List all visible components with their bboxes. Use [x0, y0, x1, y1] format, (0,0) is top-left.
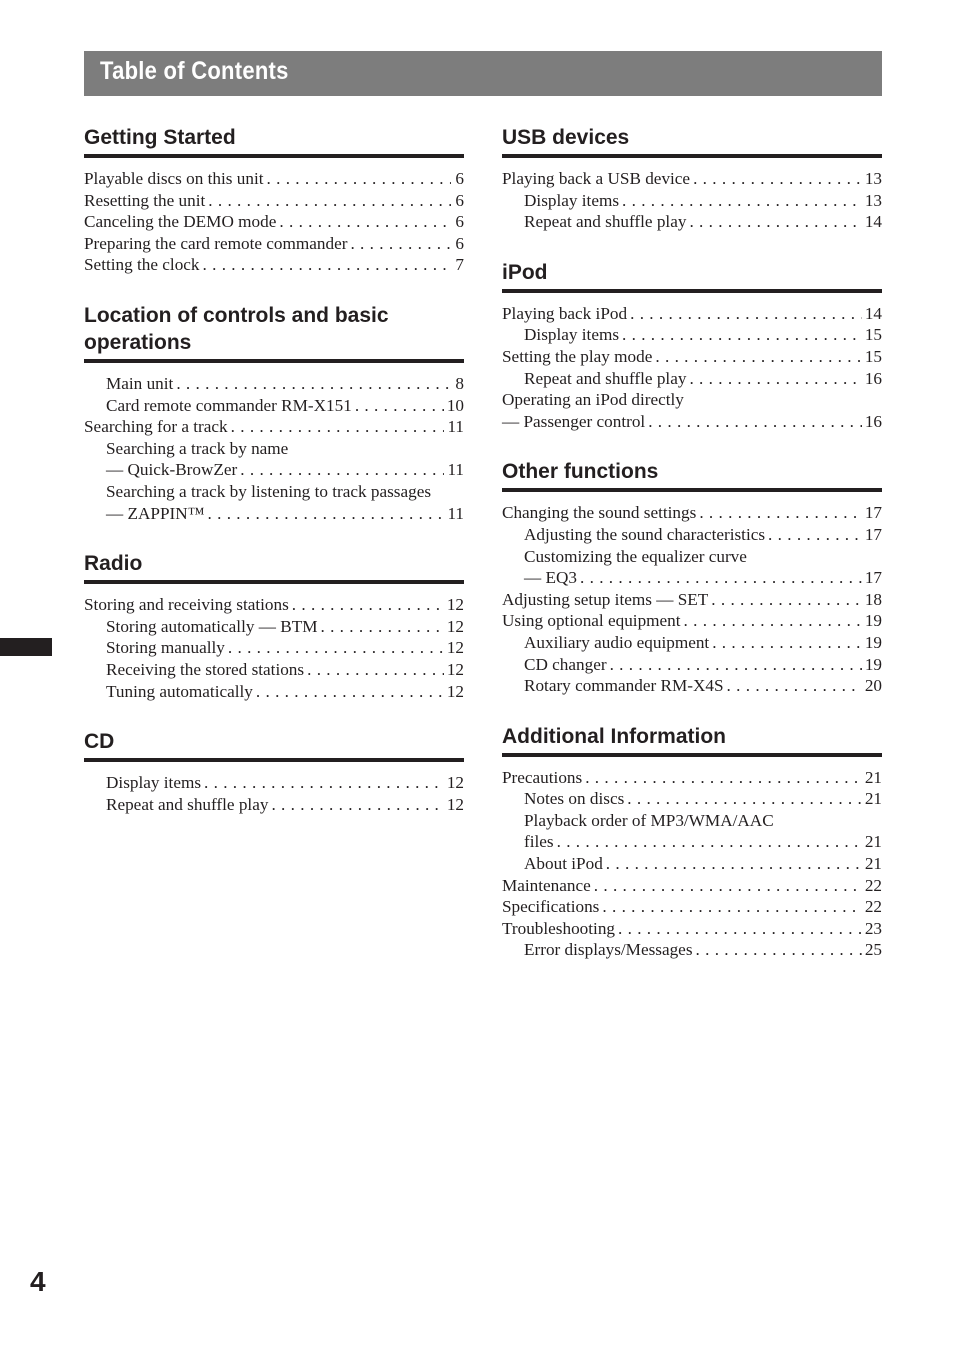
- toc-entry-label: Specifications: [502, 897, 600, 917]
- toc-entry-page: 17: [864, 524, 882, 544]
- toc-section-radio: [84, 550, 464, 702]
- dot-leader: [606, 853, 862, 875]
- toc-entry-list: [502, 767, 882, 961]
- page-title: Table of Contents: [100, 57, 289, 85]
- toc-entry-label: Precautions: [502, 767, 583, 787]
- toc-entry-label: Display items: [524, 325, 620, 345]
- toc-entry-page: 17: [864, 568, 882, 588]
- toc-entry-label: Searching for a track: [84, 417, 228, 437]
- dot-leader: [557, 831, 862, 853]
- toc-entry-page: 11: [447, 460, 464, 480]
- toc-entry-page: 25: [864, 940, 882, 960]
- toc-section-additional-information: [502, 723, 882, 961]
- dot-leader: [355, 395, 444, 417]
- toc-entry-page: 21: [864, 789, 882, 809]
- toc-entry-page: 12: [446, 773, 464, 793]
- dot-leader: [712, 632, 862, 654]
- toc-entry-label: Storing manually: [106, 638, 225, 658]
- toc-section-ipod: [502, 259, 882, 433]
- toc-entry-page: 17: [864, 503, 882, 523]
- toc-entry-page: 10: [446, 395, 464, 415]
- toc-entry-page: 12: [446, 659, 464, 679]
- toc-entry-page: 11: [447, 503, 464, 523]
- dot-leader: [618, 918, 862, 940]
- section-heading: iPod: [502, 259, 882, 293]
- toc-entry[interactable]: [502, 368, 882, 390]
- dot-leader: [602, 896, 861, 918]
- toc-entry[interactable]: [84, 637, 464, 659]
- toc-entry-page: 21: [864, 767, 882, 787]
- toc-entry-label: Maintenance: [502, 875, 591, 895]
- toc-entry-label: About iPod: [524, 854, 603, 874]
- toc-entry-label: Playing back iPod: [502, 303, 628, 323]
- toc-entry-page: 7: [455, 255, 464, 275]
- toc-entry-page: 6: [455, 190, 464, 210]
- toc-entry-label: — ZAPPIN™: [106, 503, 205, 523]
- dot-leader: [350, 233, 451, 255]
- toc-entry-label: Main unit: [106, 373, 174, 393]
- dot-leader: [622, 190, 862, 212]
- toc-entry-page: 21: [864, 854, 882, 874]
- toc-entry[interactable]: [84, 794, 464, 816]
- dot-leader: [307, 659, 444, 681]
- toc-entry-page: 16: [864, 411, 882, 431]
- dot-leader: [585, 767, 862, 789]
- dot-leader: [580, 567, 862, 589]
- section-heading: Location of controls and basic operations: [84, 302, 464, 363]
- toc-entry[interactable]: [502, 346, 882, 368]
- dot-leader: [228, 637, 444, 659]
- toc-entry[interactable]: [84, 594, 464, 616]
- dot-leader: [689, 211, 861, 233]
- toc-entry-label: Customizing the equalizer curve: [524, 546, 747, 566]
- page-number: 4: [30, 1266, 46, 1297]
- dot-leader: [203, 254, 451, 276]
- toc-entry-page: 6: [455, 212, 464, 232]
- toc-entry-page: 11: [447, 417, 464, 437]
- dot-leader: [204, 772, 444, 794]
- toc-entry[interactable]: [84, 772, 464, 794]
- dot-leader: [630, 303, 862, 325]
- toc-entry-label: Setting the clock: [84, 255, 200, 275]
- toc-entry-label: Setting the play mode: [502, 346, 653, 366]
- toc-entry-label: Repeat and shuffle play: [524, 368, 687, 388]
- toc-entry-label: — EQ3: [524, 568, 577, 588]
- toc-entry-label: Using optional equipment: [502, 611, 681, 631]
- toc-entry[interactable]: [84, 481, 464, 503]
- toc-entry-page: 20: [864, 676, 882, 696]
- toc-entry-page: 12: [446, 638, 464, 658]
- toc-entry-list: [502, 502, 882, 696]
- toc-entry-label: Repeat and shuffle play: [524, 212, 687, 232]
- toc-entry[interactable]: [84, 659, 464, 681]
- section-heading: Getting Started: [84, 124, 464, 158]
- toc-entry-label: Display items: [524, 190, 620, 210]
- toc-entry[interactable]: [502, 389, 882, 411]
- toc-entry-label: Preparing the card remote commander: [84, 233, 348, 253]
- dot-leader: [627, 788, 862, 810]
- toc-section-usb-devices: [502, 124, 882, 233]
- dot-leader: [594, 875, 862, 897]
- toc-entry-label: Storing automatically — BTM: [106, 616, 318, 636]
- dot-leader: [271, 794, 443, 816]
- toc-entry-page: 23: [864, 918, 882, 938]
- toc-entry[interactable]: [502, 810, 882, 832]
- toc-entry-page: 15: [864, 346, 882, 366]
- toc-entry[interactable]: [502, 918, 882, 940]
- toc-entry-page: 21: [864, 832, 882, 852]
- toc-entry-label: Playback order of MP3/WMA/AAC: [524, 810, 774, 830]
- toc-entry-page: 22: [864, 897, 882, 917]
- dot-leader: [176, 373, 451, 395]
- dot-leader: [610, 654, 862, 676]
- dot-leader: [256, 681, 444, 703]
- dot-leader: [279, 211, 451, 233]
- section-heading: USB devices: [502, 124, 882, 158]
- dot-leader: [727, 675, 862, 697]
- dot-leader: [711, 589, 862, 611]
- dot-leader: [684, 610, 862, 632]
- toc-entry-label: Card remote commander RM-X151: [106, 395, 352, 415]
- toc-left-column: [84, 124, 464, 841]
- toc-entry[interactable]: [502, 190, 882, 212]
- dot-leader: [655, 346, 861, 368]
- dot-leader: [768, 524, 862, 546]
- toc-entry-label: Storing and receiving stations: [84, 595, 289, 615]
- toc-entry-page: 15: [864, 325, 882, 345]
- toc-entry-list: [84, 168, 464, 276]
- toc-entry-label: CD changer: [524, 654, 607, 674]
- toc-entry-page: 19: [864, 611, 882, 631]
- toc-entry-label: Auxiliary audio equipment: [524, 632, 710, 652]
- toc-entry-page: 16: [864, 368, 882, 388]
- toc-section-location-of-controls-and-basic-operations: [84, 302, 464, 524]
- toc-entry[interactable]: [84, 395, 464, 417]
- toc-entry[interactable]: [84, 616, 464, 638]
- dot-leader: [267, 168, 451, 190]
- toc-entry-list: [84, 772, 464, 815]
- toc-entry-label: Error displays/Messages: [524, 940, 693, 960]
- toc-entry[interactable]: [84, 438, 464, 460]
- toc-entry[interactable]: [84, 168, 464, 190]
- toc-entry[interactable]: [502, 875, 882, 897]
- toc-entry-label: Rotary commander RM-X4S: [524, 676, 724, 696]
- toc-entry-list: [84, 373, 464, 524]
- toc-entry-label: — Quick-BrowZer: [106, 460, 238, 480]
- toc-entry-page: 18: [864, 589, 882, 609]
- toc-entry-list: [502, 303, 882, 433]
- toc-entry-list: [84, 594, 464, 702]
- toc-entry-page: 12: [446, 794, 464, 814]
- toc-entry[interactable]: [502, 853, 882, 875]
- dot-leader: [696, 939, 862, 961]
- toc-entry-page: 12: [446, 681, 464, 701]
- toc-entry[interactable]: [502, 324, 882, 346]
- toc-entry[interactable]: [502, 654, 882, 676]
- dot-leader: [320, 616, 443, 638]
- toc-entry-label: Playable discs on this unit: [84, 169, 264, 188]
- toc-section-getting-started: [84, 124, 464, 276]
- toc-entry-label: Adjusting the sound characteristics: [524, 524, 766, 544]
- toc-entry-label: Display items: [106, 773, 202, 793]
- toc-entry[interactable]: [502, 211, 882, 233]
- toc-entry-label: Repeat and shuffle play: [106, 794, 269, 814]
- toc-entry[interactable]: [84, 459, 464, 481]
- toc-entry-label: Notes on discs: [524, 789, 625, 809]
- toc-entry[interactable]: [84, 416, 464, 438]
- toc-entry-label: — Passenger control: [502, 411, 646, 431]
- toc-entry[interactable]: [502, 546, 882, 568]
- toc-entry[interactable]: [502, 767, 882, 789]
- section-heading: Other functions: [502, 458, 882, 492]
- toc-entry[interactable]: [502, 788, 882, 810]
- dot-leader: [208, 503, 445, 525]
- toc-entry[interactable]: [502, 610, 882, 632]
- toc-entry[interactable]: [502, 411, 882, 433]
- toc-entry-page: 13: [864, 190, 882, 210]
- toc-entry-page: 12: [446, 595, 464, 615]
- toc-entry-label: Tuning automatically: [106, 681, 253, 701]
- toc-entry-label: Searching a track by listening to track passages: [106, 481, 432, 501]
- toc-entry[interactable]: [502, 524, 882, 546]
- toc-entry-label: files: [524, 832, 554, 852]
- dot-leader: [699, 502, 862, 524]
- section-heading: Radio: [84, 550, 464, 584]
- toc-entry[interactable]: [502, 502, 882, 524]
- toc-entry[interactable]: [84, 373, 464, 395]
- toc-header-bar: [84, 51, 882, 96]
- toc-entry-list: [502, 168, 882, 233]
- toc-entry-label: Troubleshooting: [502, 918, 616, 938]
- toc-entry-page: 6: [455, 169, 464, 188]
- dot-leader: [648, 411, 862, 433]
- toc-entry[interactable]: [84, 254, 464, 276]
- dot-leader: [292, 594, 444, 616]
- toc-entry[interactable]: [84, 233, 464, 255]
- toc-entry[interactable]: [502, 675, 882, 697]
- section-heading: CD: [84, 728, 464, 762]
- toc-entry-label: Playing back a USB device: [502, 169, 691, 188]
- dot-leader: [208, 190, 451, 212]
- toc-entry-label: Operating an iPod directly: [502, 390, 684, 410]
- toc-entry-label: Resetting the unit: [84, 190, 206, 210]
- toc-entry[interactable]: [502, 303, 882, 325]
- toc-entry[interactable]: [502, 896, 882, 918]
- toc-entry-page: 13: [864, 169, 882, 188]
- toc-entry[interactable]: [502, 168, 882, 190]
- toc-entry[interactable]: [84, 681, 464, 703]
- dot-leader: [240, 459, 444, 481]
- toc-entry-page: 22: [864, 875, 882, 895]
- toc-entry-label: Receiving the stored stations: [106, 659, 305, 679]
- toc-entry-label: Adjusting setup items — SET: [502, 589, 709, 609]
- dot-leader: [231, 416, 445, 438]
- toc-entry-label: Changing the sound settings: [502, 503, 697, 523]
- toc-entry-page: 6: [455, 233, 464, 253]
- toc-entry[interactable]: [502, 831, 882, 853]
- toc-entry-label: Searching a track by name: [106, 438, 289, 458]
- toc-entry-page: 14: [864, 303, 882, 323]
- toc-entry[interactable]: [502, 567, 882, 589]
- side-index-tab: [0, 638, 52, 656]
- toc-entry-page: 14: [864, 212, 882, 232]
- toc-entry[interactable]: [84, 211, 464, 233]
- toc-section-other-functions: [502, 458, 882, 696]
- toc-entry[interactable]: [84, 503, 464, 525]
- toc-entry[interactable]: [84, 190, 464, 212]
- toc-entry[interactable]: [502, 589, 882, 611]
- toc-right-column: [502, 124, 882, 987]
- toc-entry-page: 12: [446, 616, 464, 636]
- toc-section-cd: [84, 728, 464, 815]
- dot-leader: [622, 324, 862, 346]
- dot-leader: [689, 368, 861, 390]
- toc-entry[interactable]: [502, 939, 882, 961]
- dot-leader: [693, 168, 862, 190]
- toc-entry-page: 19: [864, 654, 882, 674]
- toc-entry-page: 8: [455, 373, 464, 393]
- toc-entry[interactable]: [502, 632, 882, 654]
- toc-entry-page: 19: [864, 632, 882, 652]
- section-heading: Additional Information: [502, 723, 882, 757]
- toc-entry-label: Canceling the DEMO mode: [84, 212, 277, 232]
